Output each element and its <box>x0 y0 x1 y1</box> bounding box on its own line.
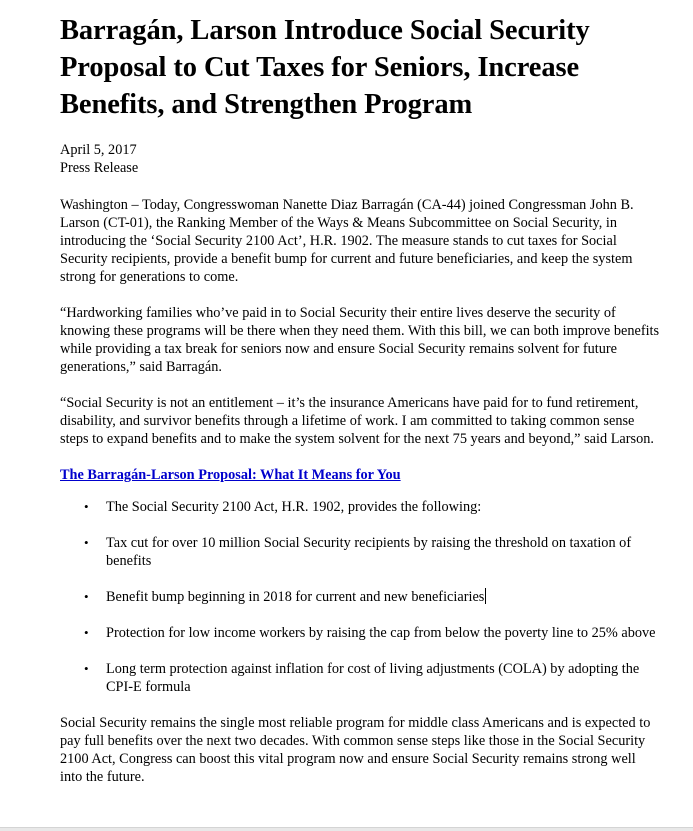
list-item-text: Protection for low income workers by raising the cap from below the poverty line to 25% above <box>106 625 656 641</box>
proposal-heading-link[interactable]: The Barragán-Larson Proposal: What It Means for You <box>60 467 401 483</box>
release-date: April 5, 2017 <box>60 142 137 158</box>
bullet-icon: • <box>84 589 89 604</box>
list-item <box>60 660 660 696</box>
bullet-icon: • <box>84 535 89 550</box>
bullet-icon: • <box>84 625 89 640</box>
list-item-text: The Social Security 2100 Act, H.R. 1902, provides the following: <box>106 499 482 515</box>
bullet-icon: • <box>84 499 89 514</box>
release-type: Press Release <box>60 160 139 176</box>
page-title: Barragán, Larson Introduce Social Security Proposal to Cut Taxes for Seniors, Increase Benefits, and Strengthen Program <box>60 15 590 120</box>
proposal-bullet-list <box>60 498 660 696</box>
press-release-meta <box>60 141 660 177</box>
list-item <box>60 498 660 516</box>
barragan-quote-paragraph: “Hardworking families who’ve paid in to Social Security their entire lives deserve the security of knowing these programs will be there when they need them. With this bill, we can both improve benefits while providing a tax break for seniors now and ensure Social Security remains solvent for future generations,” said Barragán. <box>60 305 660 375</box>
larson-quote-paragraph: “Social Security is not an entitlement – it’s the insurance Americans have paid for to fund retirement, disability, and survivor benefits through a lifetime of work. I am committed to taking common sense steps to expand benefits and to make the system solvent for the next 75 years and beyond,” said Larson. <box>60 395 654 447</box>
page-bottom-edge <box>0 827 693 831</box>
text-cursor <box>485 588 486 604</box>
list-item <box>60 624 660 642</box>
list-item-text: Benefit bump beginning in 2018 for current and new beneficiaries <box>106 589 485 605</box>
list-item <box>60 588 660 606</box>
list-item <box>60 534 660 570</box>
bullet-icon: • <box>84 661 89 676</box>
document-body <box>60 12 660 786</box>
closing-paragraph: Social Security remains the single most reliable program for middle class Americans and is expected to pay full benefits over the next two decades. With common sense steps like those in the Social Security 2100 Act, Congress can boost this vital program now and ensure Social Security remains strong well into the future. <box>60 715 651 785</box>
list-item-text: Tax cut for over 10 million Social Security recipients by raising the threshold on taxation of benefits <box>106 535 632 569</box>
list-item-text: Long term protection against inflation for cost of living adjustments (COLA) by adopting the CPI-E formula <box>106 661 640 695</box>
intro-paragraph: Washington – Today, Congresswoman Nanette Diaz Barragán (CA-44) joined Congressman John B. Larson (CT-01), the Ranking Member of the Ways & Means Subcommittee on Social Security, in introducing the ‘Social Security 2100 Act’, H.R. 1902. The measure stands to cut taxes for Social Security recipients, provide a benefit bump for current and future beneficiaries, and keep the system strong for generations to come. <box>60 197 634 285</box>
